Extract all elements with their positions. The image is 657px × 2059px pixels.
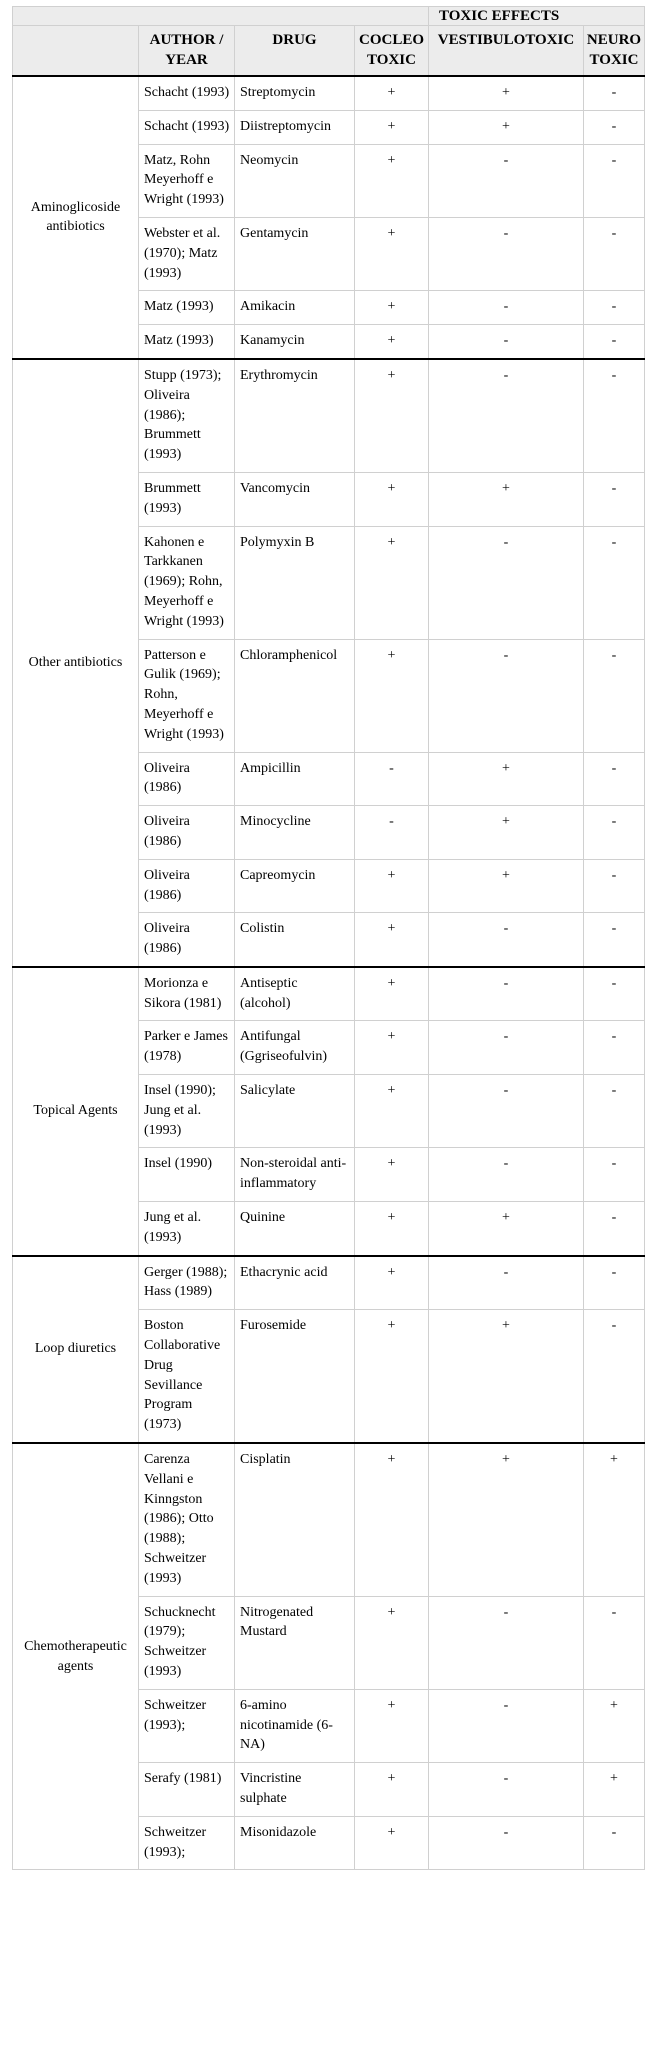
drug-cell: Streptomycin [235,76,355,110]
cocleo-toxic-cell: + [355,859,429,913]
author-year-cell: Parker e James (1978) [139,1021,235,1075]
cocleo-toxic-cell: + [355,1256,429,1310]
neuro-toxic-cell: - [584,1075,645,1148]
vestibulotoxic-cell: - [429,1689,584,1762]
cocleo-toxic-cell: + [355,144,429,217]
drug-cell: Polymyxin B [235,526,355,639]
neuro-toxic-cell: - [584,76,645,110]
author-year-cell: Jung et al. (1993) [139,1202,235,1256]
group-column-header [13,26,139,77]
author-year-cell: Schacht (1993) [139,110,235,144]
cocleo-toxic-cell: + [355,359,429,472]
cocleo-toxic-cell: + [355,1148,429,1202]
drug-cell: Kanamycin [235,325,355,359]
vestibulotoxic-cell: - [429,1763,584,1817]
vestibulotoxic-cell: - [429,639,584,752]
table-row [13,359,645,472]
vestibulotoxic-cell: - [429,913,584,967]
author-year-cell: Serafy (1981) [139,1763,235,1817]
cocleo-toxic-cell: + [355,472,429,526]
table-row [13,1443,645,1596]
neuro-toxic-cell: - [584,291,645,325]
drug-group-label: Chemotherapeutic agents [13,1443,139,1870]
vestibulotoxic-cell: + [429,1443,584,1596]
table-row [13,967,645,1021]
neuro-toxic-cell: - [584,1202,645,1256]
neuro-toxic-cell: - [584,967,645,1021]
drug-cell: Misonidazole [235,1816,355,1870]
vestibulotoxic-cell: + [429,859,584,913]
vestibulotoxic-cell: - [429,325,584,359]
author-year-cell: Matz, Rohn Meyerhoff e Wright (1993) [139,144,235,217]
vestibulotoxic-cell: - [429,526,584,639]
neuro-toxic-cell: + [584,1689,645,1762]
author-year-cell: Schucknecht (1979); Schweitzer (1993) [139,1596,235,1689]
drug-cell: Capreomycin [235,859,355,913]
neuro-toxic-cell: - [584,325,645,359]
vestibulotoxic-cell: + [429,76,584,110]
neuro-toxic-cell: - [584,110,645,144]
drug-cell: Diistreptomycin [235,110,355,144]
vestibulotoxic-cell: + [429,752,584,806]
author-year-cell: Morionza e Sikora (1981) [139,967,235,1021]
neuro-toxic-cell: - [584,1021,645,1075]
table-body [13,76,645,1870]
author-year-cell: Matz (1993) [139,291,235,325]
drug-cell: Vincristine sulphate [235,1763,355,1817]
cocleo-toxic-cell: + [355,1443,429,1596]
cocleo-toxic-cell: + [355,291,429,325]
drug-cell: Furosemide [235,1310,355,1443]
neuro-toxic-column-header: NEURO TOXIC [584,26,645,77]
vestibulotoxic-cell: - [429,967,584,1021]
neuro-toxic-cell: - [584,859,645,913]
neuro-toxic-cell: - [584,1816,645,1870]
drug-cell: Chloramphenicol [235,639,355,752]
drug-cell: Neomycin [235,144,355,217]
author-year-cell: Webster et al. (1970); Matz (1993) [139,217,235,290]
author-year-cell: Brummett (1993) [139,472,235,526]
drug-cell: Ethacrynic acid [235,1256,355,1310]
cocleo-toxic-cell: - [355,806,429,860]
author-year-cell: Kahonen e Tarkkanen (1969); Rohn, Meyerhoff e Wright (1993) [139,526,235,639]
author-year-cell: Schweitzer (1993); [139,1816,235,1870]
cocleo-toxic-column-header: COCLEO TOXIC [355,26,429,77]
vestibulotoxic-cell: + [429,806,584,860]
drug-cell: Non-steroidal anti-inflammatory [235,1148,355,1202]
cocleo-toxic-cell: + [355,913,429,967]
cocleo-toxic-cell: + [355,1816,429,1870]
cocleo-toxic-cell: + [355,526,429,639]
drug-cell: Salicylate [235,1075,355,1148]
drug-cell: Erythromycin [235,359,355,472]
neuro-toxic-cell: - [584,913,645,967]
vestibulotoxic-cell: - [429,1596,584,1689]
neuro-toxic-cell: - [584,806,645,860]
cocleo-toxic-cell: + [355,1202,429,1256]
drug-column-header: DRUG [235,26,355,77]
cocleo-toxic-cell: + [355,1596,429,1689]
author-year-cell: Patterson e Gulik (1969); Rohn, Meyerhoff e Wright (1993) [139,639,235,752]
vestibulotoxic-cell: - [429,1256,584,1310]
table-row [13,76,645,110]
drug-cell: Minocycline [235,806,355,860]
cocleo-toxic-cell: - [355,752,429,806]
author-year-cell: Schweitzer (1993); [139,1689,235,1762]
drug-cell: Gentamycin [235,217,355,290]
author-year-cell: Boston Collaborative Drug Sevillance Program (1973) [139,1310,235,1443]
cocleo-toxic-cell: + [355,1763,429,1817]
vestibulotoxic-cell: - [429,144,584,217]
table-row [13,1256,645,1310]
author-year-column-header: AUTHOR / YEAR [139,26,235,77]
vestibulotoxic-cell: - [429,359,584,472]
vestibulotoxic-column-header: VESTIBULOTOXIC [429,26,584,77]
cocleo-toxic-cell: + [355,110,429,144]
drug-cell: Vancomycin [235,472,355,526]
neuro-toxic-cell: - [584,359,645,472]
neuro-toxic-cell: - [584,217,645,290]
vestibulotoxic-cell: - [429,291,584,325]
neuro-toxic-cell: + [584,1763,645,1817]
vestibulotoxic-cell: + [429,1310,584,1443]
drug-cell: Ampicillin [235,752,355,806]
vestibulotoxic-cell: - [429,1816,584,1870]
cocleo-toxic-cell: + [355,1689,429,1762]
drug-group-label: Other antibiotics [13,359,139,967]
vestibulotoxic-cell: + [429,472,584,526]
drug-group-label: Loop diuretics [13,1256,139,1443]
neuro-toxic-cell: - [584,639,645,752]
toxic-effects-header: TOXIC EFFECTS [429,7,645,26]
neuro-toxic-cell: - [584,1148,645,1202]
cocleo-toxic-cell: + [355,76,429,110]
drug-cell: Quinine [235,1202,355,1256]
author-year-cell: Matz (1993) [139,325,235,359]
neuro-toxic-cell: - [584,1310,645,1443]
cocleo-toxic-cell: + [355,639,429,752]
author-year-cell: Insel (1990); Jung et al. (1993) [139,1075,235,1148]
vestibulotoxic-cell: + [429,110,584,144]
neuro-toxic-cell: - [584,1596,645,1689]
vestibulotoxic-cell: + [429,1202,584,1256]
cocleo-toxic-cell: + [355,1310,429,1443]
drug-cell: Antiseptic (alcohol) [235,967,355,1021]
author-year-cell: Oliveira (1986) [139,913,235,967]
header-spacer [13,7,429,26]
cocleo-toxic-cell: + [355,967,429,1021]
neuro-toxic-cell: - [584,752,645,806]
author-year-cell: Oliveira (1986) [139,806,235,860]
drug-group-label: Topical Agents [13,967,139,1256]
author-year-cell: Stupp (1973); Oliveira (1986); Brummett (1993) [139,359,235,472]
cocleo-toxic-cell: + [355,217,429,290]
neuro-toxic-cell: + [584,1443,645,1596]
cocleo-toxic-cell: + [355,325,429,359]
drug-cell: Nitrogenated Mustard [235,1596,355,1689]
drug-cell: Amikacin [235,291,355,325]
author-year-cell: Carenza Vellani e Kinngston (1986); Otto (1988); Schweitzer (1993) [139,1443,235,1596]
vestibulotoxic-cell: - [429,1148,584,1202]
drug-cell: Colistin [235,913,355,967]
author-year-cell: Insel (1990) [139,1148,235,1202]
vestibulotoxic-cell: - [429,217,584,290]
vestibulotoxic-cell: - [429,1075,584,1148]
ototoxic-drugs-table [12,6,645,1870]
vestibulotoxic-cell: - [429,1021,584,1075]
author-year-cell: Oliveira (1986) [139,859,235,913]
author-year-cell: Oliveira (1986) [139,752,235,806]
drug-cell: Antifungal (Ggriseofulvin) [235,1021,355,1075]
neuro-toxic-cell: - [584,1256,645,1310]
author-year-cell: Gerger (1988); Hass (1989) [139,1256,235,1310]
author-year-cell: Schacht (1993) [139,76,235,110]
cocleo-toxic-cell: + [355,1021,429,1075]
drug-cell: 6-amino nicotinamide (6-NA) [235,1689,355,1762]
cocleo-toxic-cell: + [355,1075,429,1148]
neuro-toxic-cell: - [584,472,645,526]
drug-cell: Cisplatin [235,1443,355,1596]
neuro-toxic-cell: - [584,144,645,217]
neuro-toxic-cell: - [584,526,645,639]
drug-group-label: Aminoglicoside antibiotics [13,76,139,359]
